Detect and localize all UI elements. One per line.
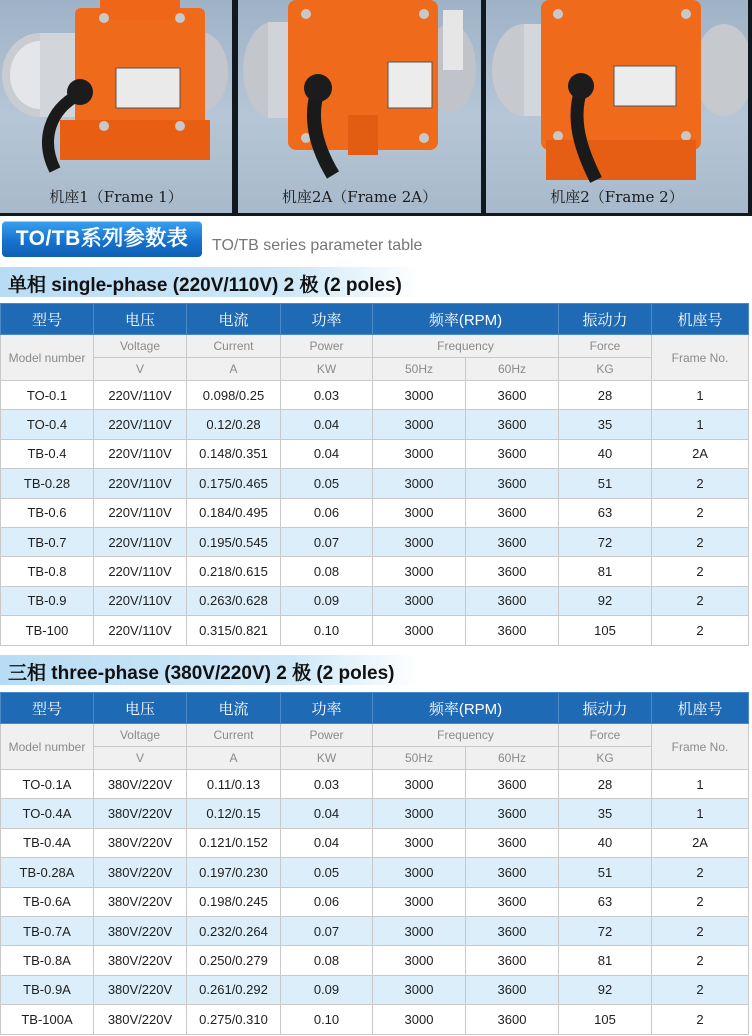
cell-60hz: 3600 xyxy=(466,527,559,556)
cell-50hz: 3000 xyxy=(373,439,466,468)
table-row xyxy=(1,469,749,498)
cell-frame: 2 xyxy=(652,557,749,586)
table-row xyxy=(1,946,749,975)
cell-current: 0.197/0.230 xyxy=(187,858,281,887)
cell-power: 0.06 xyxy=(281,498,373,527)
col-power-en: Power xyxy=(281,335,373,358)
table-row xyxy=(1,828,749,857)
col-frame-cn: 机座号 xyxy=(652,304,749,335)
single-phase-table xyxy=(0,303,749,646)
cell-frame: 1 xyxy=(652,410,749,439)
table-row xyxy=(1,916,749,945)
cell-current: 0.12/0.15 xyxy=(187,799,281,828)
cell-50hz: 3000 xyxy=(373,1005,466,1034)
unit-force: KG xyxy=(559,358,652,381)
table-row xyxy=(1,975,749,1004)
title-badge: TO/TB系列参数表 xyxy=(2,221,202,257)
cell-frame: 1 xyxy=(652,770,749,799)
unit-voltage: V xyxy=(94,358,187,381)
cell-voltage: 220V/110V xyxy=(94,498,187,527)
cell-50hz: 3000 xyxy=(373,887,466,916)
cell-power: 0.09 xyxy=(281,586,373,615)
cell-50hz: 3000 xyxy=(373,858,466,887)
cell-voltage: 380V/220V xyxy=(94,828,187,857)
cell-50hz: 3000 xyxy=(373,469,466,498)
cell-frame: 2 xyxy=(652,616,749,645)
cell-model: TB-100A xyxy=(1,1005,94,1034)
cell-current: 0.275/0.310 xyxy=(187,1005,281,1034)
cell-force: 105 xyxy=(559,1005,652,1034)
unit-force: KG xyxy=(559,747,652,770)
table-row xyxy=(1,439,749,468)
cell-power: 0.04 xyxy=(281,439,373,468)
cell-60hz: 3600 xyxy=(466,616,559,645)
cell-force: 40 xyxy=(559,439,652,468)
cell-voltage: 380V/220V xyxy=(94,946,187,975)
cell-model: TB-0.8A xyxy=(1,946,94,975)
header-row-units xyxy=(1,747,749,770)
cell-force: 63 xyxy=(559,498,652,527)
cell-50hz: 3000 xyxy=(373,527,466,556)
col-frequency-cn: 频率(RPM) xyxy=(373,693,559,724)
cell-60hz: 3600 xyxy=(466,557,559,586)
col-force-en: Force xyxy=(559,335,652,358)
table-row xyxy=(1,527,749,556)
single-phase-body xyxy=(1,381,749,646)
cell-current: 0.198/0.245 xyxy=(187,887,281,916)
cell-current: 0.098/0.25 xyxy=(187,381,281,410)
cell-50hz: 3000 xyxy=(373,557,466,586)
cell-voltage: 380V/220V xyxy=(94,770,187,799)
col-current-en: Current xyxy=(187,335,281,358)
cell-model: TO-0.1A xyxy=(1,770,94,799)
cell-force: 63 xyxy=(559,887,652,916)
col-voltage-cn: 电压 xyxy=(94,304,187,335)
cell-60hz: 3600 xyxy=(466,887,559,916)
cell-current: 0.11/0.13 xyxy=(187,770,281,799)
vibration-motor-image xyxy=(0,0,232,213)
unit-current: A xyxy=(187,358,281,381)
col-current-cn: 电流 xyxy=(187,693,281,724)
cell-frame: 2 xyxy=(652,858,749,887)
cell-50hz: 3000 xyxy=(373,916,466,945)
cell-power: 0.09 xyxy=(281,975,373,1004)
cell-current: 0.12/0.28 xyxy=(187,410,281,439)
cell-power: 0.08 xyxy=(281,946,373,975)
cell-current: 0.261/0.292 xyxy=(187,975,281,1004)
title-subtitle: TO/TB series parameter table xyxy=(212,237,423,254)
cell-50hz: 3000 xyxy=(373,498,466,527)
cell-frame: 2 xyxy=(652,527,749,556)
cell-60hz: 3600 xyxy=(466,975,559,1004)
unit-50hz: 50Hz xyxy=(373,358,466,381)
cell-60hz: 3600 xyxy=(466,498,559,527)
cell-current: 0.148/0.351 xyxy=(187,439,281,468)
three-phase-heading xyxy=(0,655,420,685)
cell-voltage: 380V/220V xyxy=(94,1005,187,1034)
cell-voltage: 380V/220V xyxy=(94,887,187,916)
cell-frame: 2 xyxy=(652,916,749,945)
col-voltage-en: Voltage xyxy=(94,335,187,358)
photo-caption: 机座2A（Frame 2A） xyxy=(281,188,438,206)
unit-voltage: V xyxy=(94,747,187,770)
col-voltage-en: Voltage xyxy=(94,724,187,747)
cell-force: 72 xyxy=(559,527,652,556)
cell-power: 0.05 xyxy=(281,858,373,887)
cell-frame: 2 xyxy=(652,887,749,916)
col-model-en: Model number xyxy=(1,724,94,770)
table-title xyxy=(0,216,752,262)
cell-model: TB-0.9A xyxy=(1,975,94,1004)
table-row xyxy=(1,498,749,527)
cell-force: 81 xyxy=(559,946,652,975)
cell-60hz: 3600 xyxy=(466,469,559,498)
col-power-en: Power xyxy=(281,724,373,747)
cell-60hz: 3600 xyxy=(466,799,559,828)
vibration-motor-image xyxy=(486,0,748,213)
cell-power: 0.04 xyxy=(281,799,373,828)
table-row xyxy=(1,586,749,615)
cell-power: 0.10 xyxy=(281,616,373,645)
col-power-cn: 功率 xyxy=(281,693,373,724)
cell-force: 40 xyxy=(559,828,652,857)
col-force-cn: 振动力 xyxy=(559,693,652,724)
cell-force: 81 xyxy=(559,557,652,586)
cell-power: 0.03 xyxy=(281,381,373,410)
cell-power: 0.04 xyxy=(281,410,373,439)
table-row xyxy=(1,887,749,916)
cell-model: TB-0.7 xyxy=(1,527,94,556)
col-frequency-cn: 频率(RPM) xyxy=(373,304,559,335)
cell-60hz: 3600 xyxy=(466,828,559,857)
single-phase-heading xyxy=(0,267,420,297)
cell-power: 0.05 xyxy=(281,469,373,498)
cell-current: 0.184/0.495 xyxy=(187,498,281,527)
cell-voltage: 380V/220V xyxy=(94,975,187,1004)
col-frame-en: Frame No. xyxy=(652,724,749,770)
cell-model: TB-0.6 xyxy=(1,498,94,527)
cell-power: 0.10 xyxy=(281,1005,373,1034)
section-heading-text: 单相 single-phase (220V/110V) 2 极 (2 poles) xyxy=(8,275,402,296)
motor-photo-frame-1 xyxy=(0,0,232,213)
cell-50hz: 3000 xyxy=(373,946,466,975)
cell-force: 28 xyxy=(559,770,652,799)
cell-model: TB-0.8 xyxy=(1,557,94,586)
col-frame-en: Frame No. xyxy=(652,335,749,381)
cell-force: 28 xyxy=(559,381,652,410)
cell-voltage: 220V/110V xyxy=(94,439,187,468)
cell-frame: 2 xyxy=(652,469,749,498)
cell-model: TB-0.28A xyxy=(1,858,94,887)
cell-frame: 2A xyxy=(652,439,749,468)
cell-force: 51 xyxy=(559,469,652,498)
cell-force: 35 xyxy=(559,410,652,439)
cell-model: TB-100 xyxy=(1,616,94,645)
unit-current: A xyxy=(187,747,281,770)
cell-frame: 2A xyxy=(652,828,749,857)
photo-caption: 机座1（Frame 1） xyxy=(49,188,183,206)
product-photo-strip xyxy=(0,0,752,216)
vibration-motor-image xyxy=(238,0,481,213)
cell-current: 0.195/0.545 xyxy=(187,527,281,556)
section-heading-text: 三相 three-phase (380V/220V) 2 极 (2 poles) xyxy=(8,663,395,684)
cell-model: TO-0.1 xyxy=(1,381,94,410)
cell-voltage: 380V/220V xyxy=(94,858,187,887)
col-force-cn: 振动力 xyxy=(559,304,652,335)
cell-voltage: 380V/220V xyxy=(94,799,187,828)
col-force-en: Force xyxy=(559,724,652,747)
cell-frame: 1 xyxy=(652,381,749,410)
cell-60hz: 3600 xyxy=(466,410,559,439)
cell-60hz: 3600 xyxy=(466,586,559,615)
table-row xyxy=(1,616,749,645)
cell-model: TB-0.9 xyxy=(1,586,94,615)
cell-current: 0.263/0.628 xyxy=(187,586,281,615)
cell-voltage: 220V/110V xyxy=(94,469,187,498)
cell-force: 92 xyxy=(559,586,652,615)
cell-50hz: 3000 xyxy=(373,828,466,857)
cell-model: TB-0.28 xyxy=(1,469,94,498)
cell-voltage: 220V/110V xyxy=(94,410,187,439)
cell-model: TO-0.4A xyxy=(1,799,94,828)
cell-current: 0.175/0.465 xyxy=(187,469,281,498)
cell-frame: 2 xyxy=(652,1005,749,1034)
cell-current: 0.218/0.615 xyxy=(187,557,281,586)
cell-current: 0.250/0.279 xyxy=(187,946,281,975)
cell-voltage: 220V/110V xyxy=(94,557,187,586)
cell-50hz: 3000 xyxy=(373,410,466,439)
header-row-cn xyxy=(1,304,749,335)
table-row xyxy=(1,770,749,799)
cell-frame: 2 xyxy=(652,975,749,1004)
col-current-en: Current xyxy=(187,724,281,747)
col-model-cn: 型号 xyxy=(1,304,94,335)
cell-voltage: 380V/220V xyxy=(94,916,187,945)
cell-voltage: 220V/110V xyxy=(94,586,187,615)
table-row xyxy=(1,1005,749,1034)
unit-60hz: 60Hz xyxy=(466,747,559,770)
table-row xyxy=(1,799,749,828)
cell-power: 0.04 xyxy=(281,828,373,857)
cell-model: TB-0.4 xyxy=(1,439,94,468)
unit-power: KW xyxy=(281,747,373,770)
cell-frame: 1 xyxy=(652,799,749,828)
cell-60hz: 3600 xyxy=(466,946,559,975)
col-frame-cn: 机座号 xyxy=(652,693,749,724)
cell-60hz: 3600 xyxy=(466,916,559,945)
header-row-cn xyxy=(1,693,749,724)
table-row xyxy=(1,381,749,410)
cell-60hz: 3600 xyxy=(466,858,559,887)
cell-voltage: 220V/110V xyxy=(94,527,187,556)
header-row-en xyxy=(1,335,749,358)
col-power-cn: 功率 xyxy=(281,304,373,335)
three-phase-table xyxy=(0,692,749,1035)
motor-photo-frame-2a xyxy=(238,0,481,213)
col-model-cn: 型号 xyxy=(1,693,94,724)
cell-60hz: 3600 xyxy=(466,439,559,468)
cell-force: 72 xyxy=(559,916,652,945)
cell-frame: 2 xyxy=(652,946,749,975)
cell-force: 51 xyxy=(559,858,652,887)
cell-power: 0.08 xyxy=(281,557,373,586)
cell-50hz: 3000 xyxy=(373,770,466,799)
cell-50hz: 3000 xyxy=(373,799,466,828)
cell-power: 0.03 xyxy=(281,770,373,799)
table-row xyxy=(1,557,749,586)
cell-60hz: 3600 xyxy=(466,381,559,410)
cell-60hz: 3600 xyxy=(466,1005,559,1034)
photo-caption: 机座2（Frame 2） xyxy=(550,188,684,206)
header-row-units xyxy=(1,358,749,381)
cell-current: 0.121/0.152 xyxy=(187,828,281,857)
cell-model: TB-0.4A xyxy=(1,828,94,857)
cell-current: 0.232/0.264 xyxy=(187,916,281,945)
cell-power: 0.06 xyxy=(281,887,373,916)
cell-60hz: 3600 xyxy=(466,770,559,799)
cell-50hz: 3000 xyxy=(373,616,466,645)
unit-60hz: 60Hz xyxy=(466,358,559,381)
cell-voltage: 220V/110V xyxy=(94,616,187,645)
cell-frame: 2 xyxy=(652,498,749,527)
cell-power: 0.07 xyxy=(281,527,373,556)
col-frequency-en: Frequency xyxy=(373,724,559,747)
col-model-en: Model number xyxy=(1,335,94,381)
cell-force: 35 xyxy=(559,799,652,828)
cell-frame: 2 xyxy=(652,586,749,615)
cell-model: TB-0.7A xyxy=(1,916,94,945)
cell-50hz: 3000 xyxy=(373,381,466,410)
table-row xyxy=(1,410,749,439)
col-current-cn: 电流 xyxy=(187,304,281,335)
table-row xyxy=(1,858,749,887)
cell-power: 0.07 xyxy=(281,916,373,945)
cell-force: 105 xyxy=(559,616,652,645)
cell-model: TB-0.6A xyxy=(1,887,94,916)
cell-50hz: 3000 xyxy=(373,586,466,615)
cell-current: 0.315/0.821 xyxy=(187,616,281,645)
col-frequency-en: Frequency xyxy=(373,335,559,358)
cell-model: TO-0.4 xyxy=(1,410,94,439)
cell-voltage: 220V/110V xyxy=(94,381,187,410)
unit-50hz: 50Hz xyxy=(373,747,466,770)
col-voltage-cn: 电压 xyxy=(94,693,187,724)
cell-force: 92 xyxy=(559,975,652,1004)
header-row-en xyxy=(1,724,749,747)
three-phase-body xyxy=(1,770,749,1035)
unit-power: KW xyxy=(281,358,373,381)
cell-50hz: 3000 xyxy=(373,975,466,1004)
motor-photo-frame-2 xyxy=(486,0,748,213)
